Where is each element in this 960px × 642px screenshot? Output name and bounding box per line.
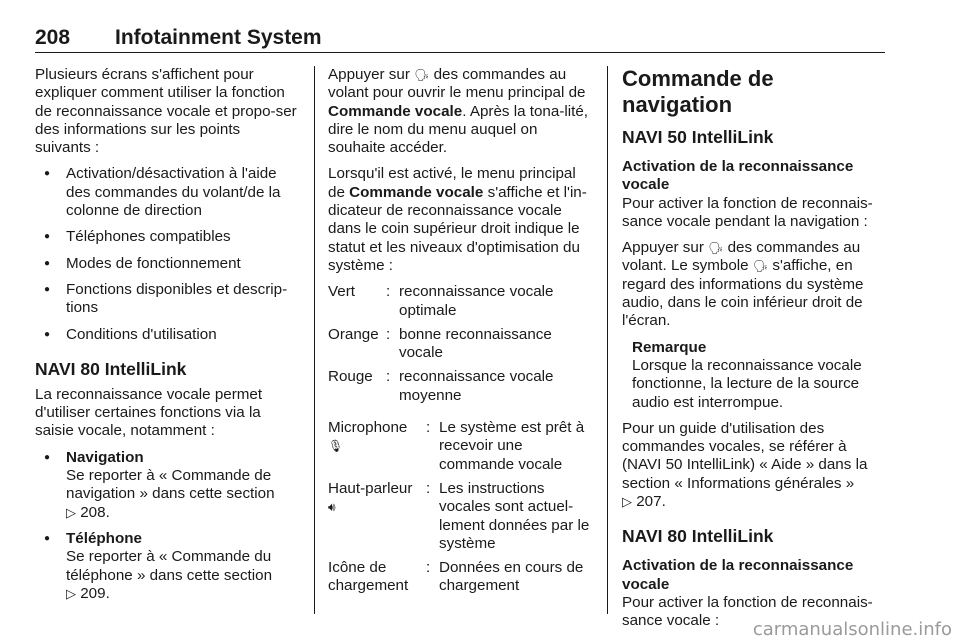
item-text: Se reporter à « Commande de navigation » dans cette section xyxy=(66,467,275,503)
note-title: Remarque xyxy=(632,338,707,356)
list-item xyxy=(35,530,300,603)
section-title: Infotainment System xyxy=(115,26,322,49)
speaker-icon: 🔊︎ xyxy=(328,500,336,515)
column-3 xyxy=(622,66,888,639)
press-paragraph: Appuyer sur 🗣 des commandes au volant. Le symbole 🗣 s'affiche, en regard des informations du système audio, dans le coin inférieur droit de l'écran. xyxy=(622,239,864,330)
column-divider xyxy=(607,66,608,614)
guide-paragraph: Pour un guide d'utilisation des commandes vocales, se référer à (NAVI 50 IntelliLink) « Aide » dans la section « Informations générales » ▷ 207. xyxy=(622,419,868,511)
table-row: Icône de chargement : Données en cours de chargement xyxy=(328,559,584,595)
state-icon-table xyxy=(328,419,592,602)
item-text: Se reporter à « Commande du téléphone » dans cette section xyxy=(66,548,273,584)
activation-text: Pour activer la fonction de reconnais-sance vocale pendant la navigation : xyxy=(622,194,873,230)
column-2 xyxy=(328,66,592,610)
column-1 xyxy=(35,66,300,611)
note-box xyxy=(632,339,888,412)
list-item: ● Téléphones compatibles xyxy=(35,228,300,246)
page-reference-icon: ▷ xyxy=(66,504,76,520)
list-item: ● Fonctions disponibles et descrip-tions xyxy=(35,281,300,318)
list-item xyxy=(35,449,300,522)
page-reference[interactable]: 207. xyxy=(636,493,666,511)
table-row: Microphone 🎙︎ : Le système est prêt à recevoir une commande vocale xyxy=(328,419,585,473)
list-item: ● Modes de fonctionnement xyxy=(35,255,300,273)
page-header xyxy=(35,26,885,53)
color-status-table xyxy=(328,283,592,411)
activation-text: Pour activer la fonction de reconnais-sance vocale : xyxy=(622,593,873,630)
watermark: carmanualsonline.info xyxy=(752,619,952,640)
table-row: Orange : bonne reconnaissance vocale xyxy=(328,325,552,362)
press-paragraph: Appuyer sur 🗣 des commandes au volant pour ouvrir le menu principal de Commande vocale. Après la tona-lité, dire le nom du menu auquel on souhaite accéder. xyxy=(328,66,589,157)
voice-symbol-icon: 🗣 xyxy=(752,259,769,274)
navi80-heading: NAVI 80 IntelliLink xyxy=(35,358,187,379)
intro-paragraph: Plusieurs écrans s'affichent pour expliquer comment utiliser la fonction de reconnaissance vocale et propo-ser des informations sur les points suivants : xyxy=(35,66,297,157)
topic-list xyxy=(35,165,300,343)
table-row: Vert : reconnaissance vocale optimale xyxy=(328,283,554,319)
function-list xyxy=(35,449,300,603)
activation-heading: Activation de la reconnaissance vocale xyxy=(622,557,854,593)
microphone-icon: 🎙︎ xyxy=(328,439,344,454)
page-reference-icon: ▷ xyxy=(622,494,632,510)
navi50-heading: NAVI 50 IntelliLink xyxy=(622,127,774,147)
status-paragraph: Lorsqu'il est activé, le menu principal de Commande vocale s'affiche et l'in-dicateur de reconnaissance vocale dans le coin supérieur droit indique le statut et les niveaux d'optimisation du système : xyxy=(328,165,587,274)
column-divider xyxy=(314,66,315,614)
list-item: ● Conditions d'utilisation xyxy=(35,326,300,344)
page-number: 208 xyxy=(35,26,71,49)
page-reference-icon: ▷ xyxy=(66,585,76,601)
table-row: Haut-parleur 🔊︎ : Les instructions vocales sont actuel-lement données par le système xyxy=(328,479,590,552)
table-row: Rouge : reconnaissance vocale moyenne xyxy=(328,368,554,404)
note-text: Lorsque la reconnaissance vocale fonctionne, la lecture de la source audio est interrompue. xyxy=(632,356,862,411)
item-title: ● Navigation xyxy=(66,448,144,466)
item-title: ● Téléphone xyxy=(66,529,142,547)
navigation-command-title: Commande de navigation xyxy=(622,66,774,117)
navi80-intro: La reconnaissance vocale permet d'utiliser certaines fonctions via la saisie vocale, notamment : xyxy=(35,385,263,440)
voice-command-icon: 🗣 xyxy=(414,68,430,82)
activation-heading: Activation de la reconnaissance vocale xyxy=(622,158,854,194)
page-reference[interactable]: 209. xyxy=(80,584,110,602)
list-item: ● Activation/désactivation à l'aide des commandes du volant/de la colonne de direction xyxy=(35,165,300,220)
navi80-heading: NAVI 80 IntelliLink xyxy=(622,526,774,547)
voice-command-icon: 🗣 xyxy=(708,241,724,256)
page-reference[interactable]: 208. xyxy=(80,503,110,521)
